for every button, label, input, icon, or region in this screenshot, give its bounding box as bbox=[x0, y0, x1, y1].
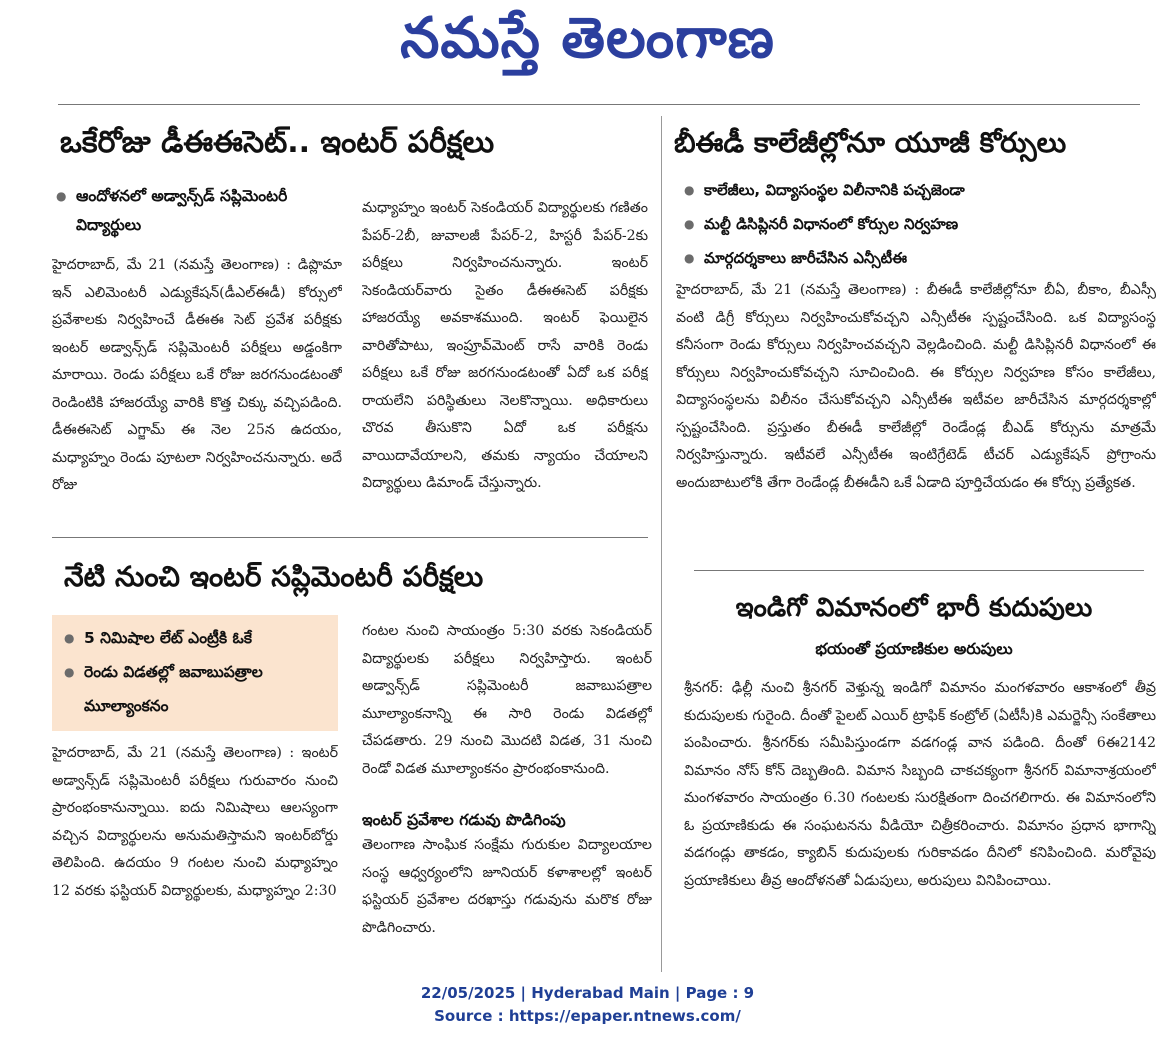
column-divider bbox=[661, 116, 662, 972]
article4-headline: ఇండిగో విమానంలో భారీ కుదుపులు bbox=[735, 593, 1093, 623]
article1-bottom-rule bbox=[52, 537, 648, 538]
article2-bullet-2: ● మల్టీ డిసిప్లినరీ విధానంలో కోర్సుల నిర్వహణ bbox=[680, 207, 1150, 241]
footer-source: Source : https://epaper.ntnews.com/ bbox=[434, 1007, 741, 1025]
article3-col1-text: హైదరాబాద్, మే 21 (నమస్తే తెలంగాణ) : ఇంటర్ అడ్వాన్స్‌డ్ సప్లిమెంటరీ పరీక్షలు గురువారం నుంచి ప్రారంభంకానున్నాయి. ఐదు నిమిషాలు ఆలస్యంగా వచ్చిన విద్యార్థులను అనుమతిస్తామని ఇంటర్‌బోర్డు తెలిపింది. ఉదయం 9 గంటల నుంచి మధ్యాహ్నం 12 వరకు ఫస్టియర్ విద్యార్థులకు, మధ్యాహ్నం 2:30 bbox=[52, 745, 338, 899]
article2-bullets bbox=[680, 173, 1150, 275]
article1-col1-text: హైదరాబాద్, మే 21 (నమస్తే తెలంగాణ) : డిప్లొమా ఇన్ ఎలిమెంటరీ ఎడ్యుకేషన్(డీఎల్‌ఈడీ) కోర్సులో ప్రవేశాలకు నిర్వహించే డీఈఈ సెట్ ప్రవేశ పరీక్షకు ఇంటర్ అడ్వాన్స్‌డ్ సప్లిమెంటరీ పరీక్షలు అడ్డంకిగా మారాయి. రెండు పరీక్షలు ఒకే రోజు జరగనుండటంతో రెండింటికి హాజరయ్యే వారికి కొత్త చిక్కు వచ్చిపడింది. డీఈఈసెట్ ఎగ్జామ్ ఈ నెల 25న ఉదయం, మధ్యాహ్నం రెండు పూటలా నిర్వహించనున్నారు. అదే రోజు bbox=[52, 257, 342, 493]
masthead-rule bbox=[58, 104, 1140, 105]
article2-bullet-1: ● కాలేజీలు, విద్యాసంస్థల విలీనానికి పచ్చజెండా bbox=[680, 173, 1150, 207]
article3-headline: నేటి నుంచి ఇంటర్ సప్లిమెంటరీ పరీక్షలు bbox=[64, 560, 484, 593]
article1-body-col1 bbox=[52, 252, 342, 527]
article2-headline: బీఈడీ కాలేజీల్లోనూ యూజీ కోర్సులు bbox=[674, 126, 1067, 159]
article3-subhead: ఇంటర్ ప్రవేశాల గడువు పొడిగింపు bbox=[362, 811, 566, 829]
article3-bullets bbox=[52, 615, 338, 723]
article3-highlight-box bbox=[52, 615, 338, 731]
article3-bullet-1: ● 5 నిమిషాల లేట్ ఎంట్రీకి ఓకే bbox=[60, 621, 332, 655]
article4-subheadline: భయంతో ప్రయాణికుల అరుపులు bbox=[815, 640, 1013, 658]
article1-col2-text: మధ్యాహ్నం ఇంటర్ సెకండియర్ విద్యార్థులకు గణితం పేపర్-2బీ, జువాలజీ పేపర్-2, హిస్టరీ పేపర్-2కు పరీక్షలు నిర్వహించనున్నారు. ఇంటర్ సెకండియర్‌వారు సైతం డీఈఈసెట్ పరీక్షకు హాజరయ్యే అవకాశముంది. ఇంటర్ ఫెయిలైన వారితోపాటు, ఇంప్రూవ్‌మెంట్ రాసే వారికి రెండు పరీక్షలు ఒకే రోజు జరగనుండటంతో ఏదో ఒక పరీక్ష రాయలేని పరిస్థితులు నెలకొన్నాయి. అధికారులు చొరవ తీసుకొని ఏదో ఒక పరీక్షను వాయిదావేయాలని, తమకు న్యాయం చేయాలని విద్యార్థులు డిమాండ్ చేస్తున్నారు. bbox=[362, 200, 648, 491]
article3-body-col2 bbox=[362, 618, 652, 804]
article4-body-text: శ్రీనగర్: ఢిల్లీ నుంచి శ్రీనగర్ వెళ్తున్న ఇండిగో విమానం మంగళవారం ఆకాశంలో తీవ్ర కుదుపులకు గురైంది. దీంతో పైలట్ ఎయిర్ ట్రాఫిక్ కంట్రోల్ (ఏటీసీ)కి ఎమర్జెన్సీ సంకేతాలు పంపించారు. శ్రీనగర్‌కు సమీపిస్తుండగా వడగండ్ల వాన పడింది. దీంతో 6ఈ2142 విమానం నోస్ కోన్ దెబ్బతింది. విమాన సిబ్బంది చాకచక్యంగా శ్రీనగర్ విమానాశ్రయంలో మంగళవారం సాయంత్రం 6.30 గంటలకు సురక్షితంగా దించగలిగారు. ఈ విమానంలోని ఓ ప్రయాణికుడు ఈ సంఘటనను వీడియో చిత్రీకరించారు. విమానం ప్రధాన భాగాన్ని వడగండ్లు తాకడం, క్యాబిన్ కుదుపులకు గురికావడం దీనిలో కనిపించింది. మరోవైపు ప్రయాణికులు తీవ్ర ఆందోళనతో ఏడుపులు, అరుపులు వినిపించాయి. bbox=[684, 680, 1156, 889]
article1-headline: ఒకేరోజు డీఈఈసెట్.. ఇంటర్ పరీక్షలు bbox=[60, 125, 495, 160]
article2-body bbox=[676, 277, 1156, 552]
article1-bullets bbox=[52, 182, 342, 240]
article1-bullet-1: ● ఆందోళనలో అడ్వాన్స్‌డ్ సప్లిమెంటరీ విద్యార్థులు bbox=[52, 182, 342, 240]
article2-body-text: హైదరాబాద్, మే 21 (నమస్తే తెలంగాణ) : బీఈడీ కాలేజీల్లోనూ బీఏ, బీకాం, బీఎస్సీ వంటి డిగ్రీ కోర్సులు నిర్వహించుకోవచ్చని ఎన్సీటీఈ స్పష్టంచేసింది. ఒక విద్యాసంస్థ కనీసంగా రెండు కోర్సులు నిర్వహించవచ్చని వెల్లడించింది. మల్టీ డిసిప్లినరీ విధానంలో ఈ కోర్సులు నిర్వహించుకోవచ్చని సూచించింది. ఈ కోర్సుల నిర్వహణ కోసం కాలేజీలు, విద్యాసంస్థలను విలీనం చేసుకోవచ్చని ఎన్సీటీఈ ఇటీవల జారీచేసిన మార్గదర్శకాల్లో స్పష్టంచేసింది. ప్రస్తుతం బీఈడీ కాలేజీల్లో రెండేండ్ల బీఎడ్ కోర్సును మాత్రమే నిర్వహిస్తున్నారు. ఇటీవలే ఎన్సీటీఈ ఇంటిగ్రేటెడ్ టీచర్ ఎడ్యుకేషన్ ప్రోగ్రాంను అందుబాటులోకి తేగా రెండేండ్ల బీఈడీని ఒకే ఏడాది పూర్తిచేయడం ఈ కోర్సు ప్రత్యేకత. bbox=[676, 282, 1156, 491]
footer-date-edition: 22/05/2025 | Hyderabad Main | Page : 9 bbox=[420, 984, 755, 1002]
article3-body-col1 bbox=[52, 740, 338, 968]
article2-bottom-rule bbox=[694, 570, 1144, 571]
article3-col2-text: గంటల నుంచి సాయంత్రం 5:30 వరకు సెకండియర్ విద్యార్థులకు పరీక్షలు నిర్వహిస్తారు. ఇంటర్ అడ్వాన్స్‌డ్ సప్లిమెంటరీ జవాబుపత్రాల మూల్యాంకనాన్ని ఈ సారి రెండు విడతల్లో చేపడతారు. 29 నుంచి మొదటి విడత, 31 నుంచి రెండో విడత మూల్యాంకనం ప్రారంభంకానుంది. bbox=[362, 623, 652, 777]
article3-col2b-text: తెలంగాణ సాంఘిక సంక్షేమ గురుకుల విద్యాలయాల సంస్థ ఆధ్వర్యంలోని జూనియర్ కళాశాలల్లో ఇంటర్ ఫస్టియర్ ప్రవేశాల దరఖాస్తు గడువును మరొక రోజు పొడిగించారు. bbox=[362, 837, 652, 936]
article4-body bbox=[684, 675, 1156, 967]
article3-body-col2b bbox=[362, 832, 652, 968]
article2-bullet-3: ● మార్గదర్శకాలు జారీచేసిన ఎన్సీటీఈ bbox=[680, 241, 1150, 275]
article3-bullet-2: ● రెండు విడతల్లో జవాబుపత్రాల మూల్యాంకనం bbox=[60, 655, 332, 723]
article1-body-col2 bbox=[362, 195, 648, 527]
masthead-logo: నమస్తే తెలంగాణ bbox=[400, 6, 775, 71]
